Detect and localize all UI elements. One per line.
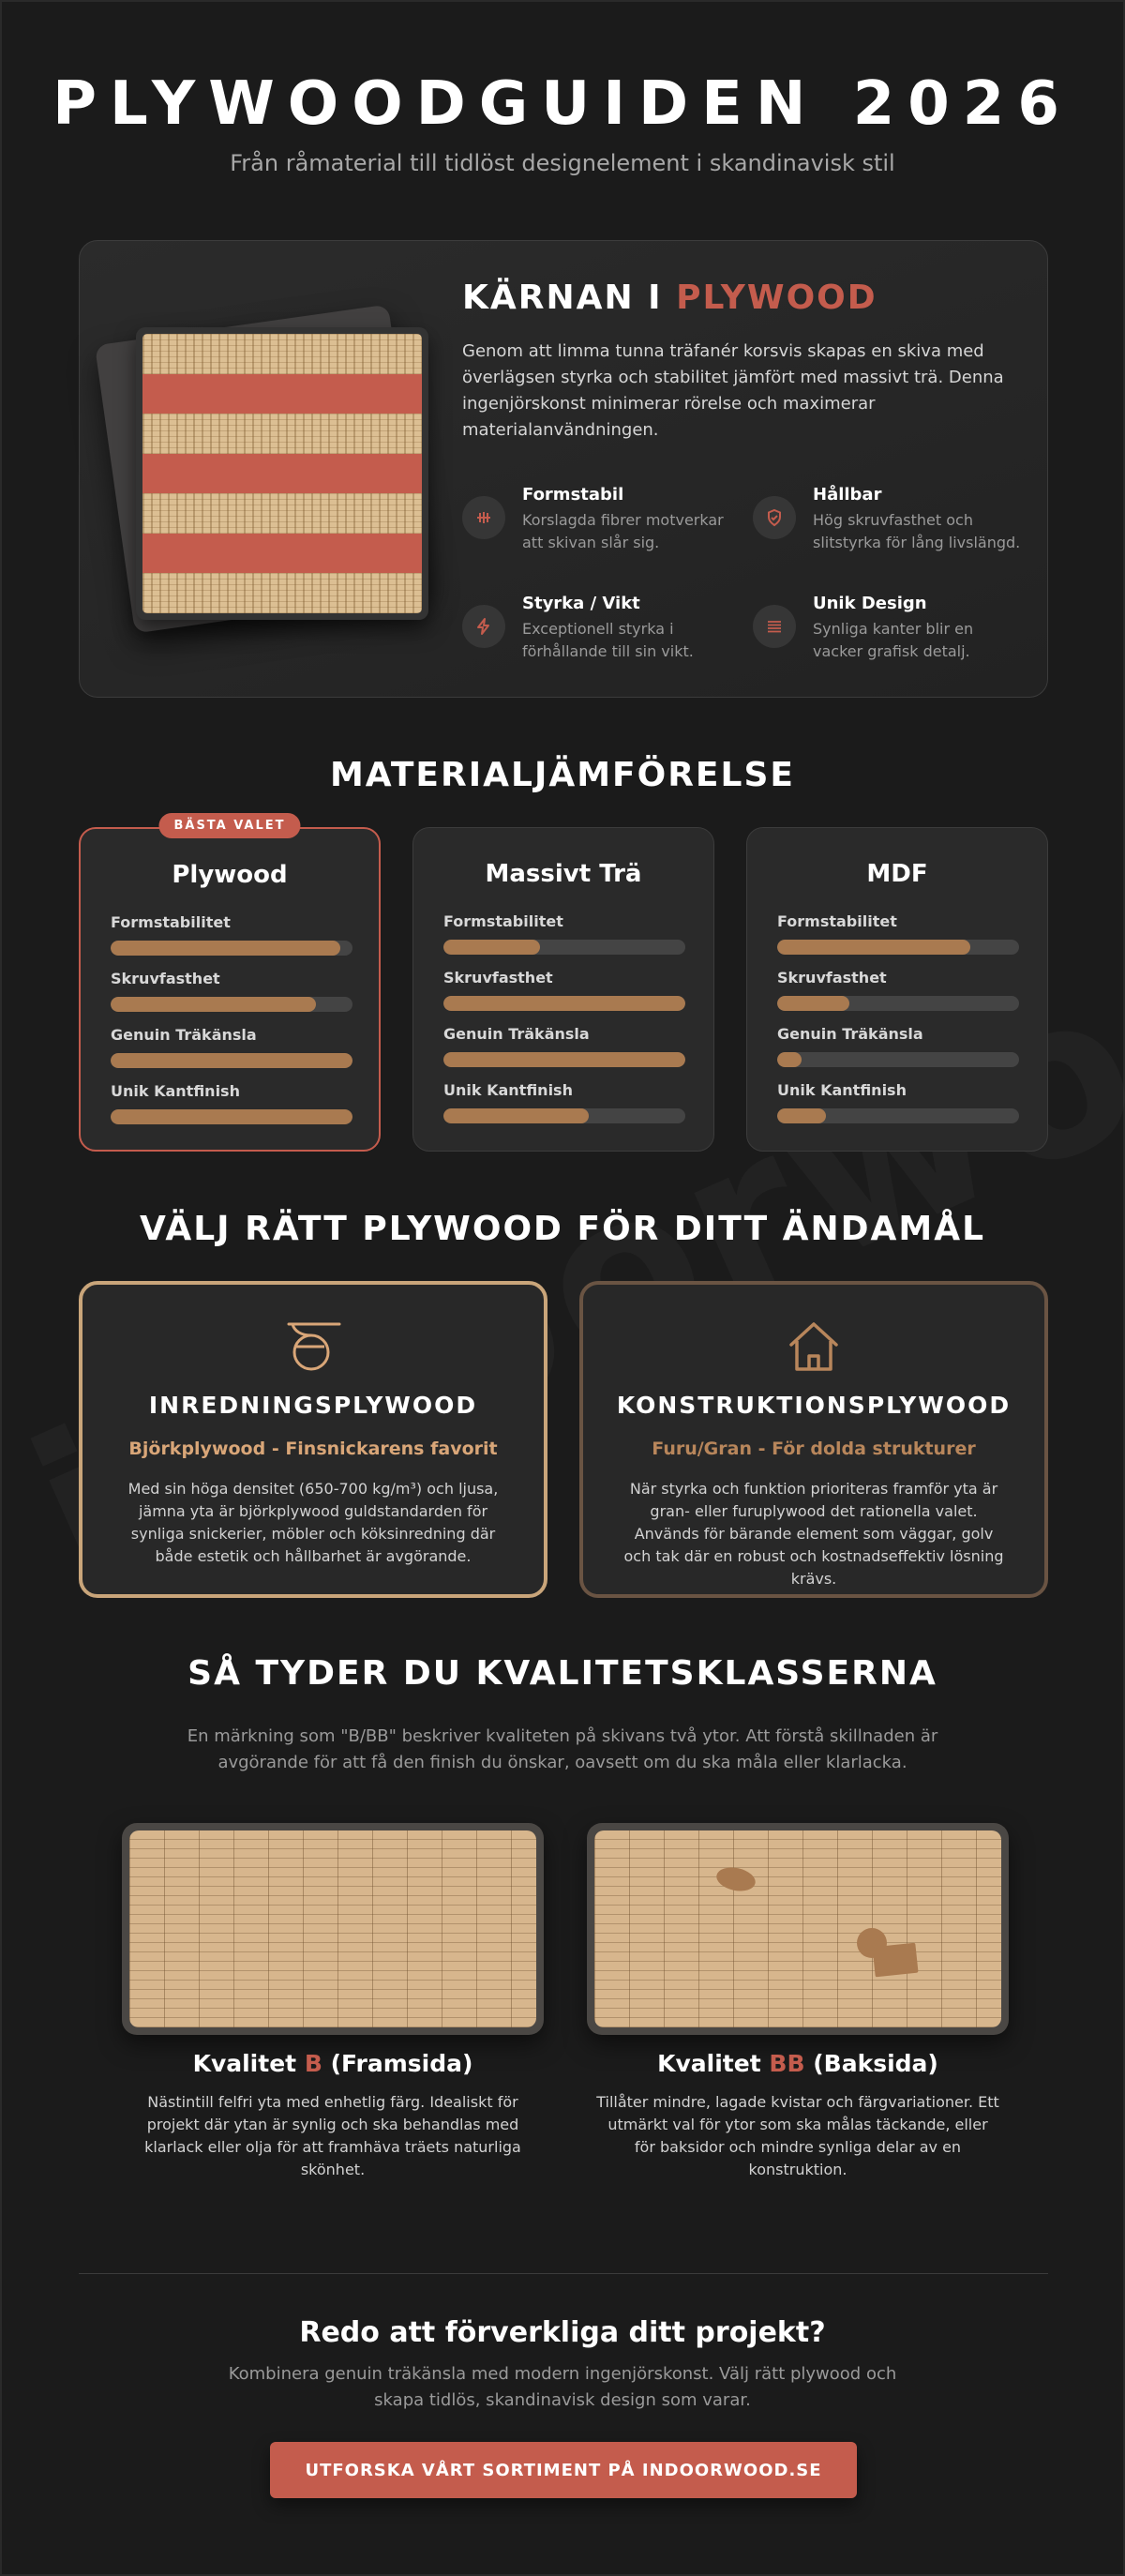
quality-grade: BB bbox=[769, 2050, 805, 2077]
metric bbox=[777, 969, 1019, 1011]
metric bbox=[111, 970, 352, 1012]
metric-bar-fill bbox=[443, 996, 685, 1011]
veneer-layer bbox=[142, 414, 422, 454]
layers-icon bbox=[753, 605, 796, 648]
feature-text: Hög skruvfasthet och slitstyrka för lång livslängd. bbox=[813, 511, 1021, 551]
comparison-title: MATERIALJÄMFÖRELSE bbox=[329, 756, 795, 794]
metric-bar-fill bbox=[111, 941, 340, 956]
page-title: PLYWOODGUIDEN 2026 bbox=[52, 69, 1072, 139]
metric-bar-fill bbox=[443, 1052, 685, 1067]
quality-bb-board bbox=[587, 1823, 1009, 2035]
material-name: Plywood bbox=[172, 861, 288, 889]
usage-card-subtitle: Furu/Gran - För dolda strukturer bbox=[652, 1439, 976, 1459]
metric-bar-track bbox=[777, 940, 1019, 955]
core-card bbox=[79, 240, 1048, 698]
usage-card-title: INREDNINGSPLYWOOD bbox=[148, 1392, 478, 1419]
metric-bar-fill bbox=[777, 996, 849, 1011]
material-card-plywood bbox=[79, 819, 381, 1152]
metric-label: Genuin Träkänsla bbox=[111, 1026, 257, 1044]
metric-bar-fill bbox=[777, 940, 970, 955]
metric bbox=[443, 912, 685, 955]
metric-label: Formstabilitet bbox=[111, 913, 231, 931]
metric-bar-track bbox=[443, 996, 685, 1011]
veneer-layer bbox=[142, 573, 422, 613]
metric bbox=[777, 912, 1019, 955]
quality-label: Kvalitet bbox=[192, 2050, 297, 2077]
explore-assortment-button[interactable]: UTFORSKA VÅRT SORTIMENT PÅ INDOORWOOD.SE bbox=[270, 2442, 857, 2498]
metric-bar-fill bbox=[443, 940, 540, 955]
repair-patch bbox=[872, 1943, 918, 1978]
metric-bar-track bbox=[777, 1108, 1019, 1123]
material-card-massivt-tra bbox=[412, 827, 714, 1152]
metric bbox=[443, 1081, 685, 1123]
metric bbox=[443, 1025, 685, 1067]
quality-bb-title bbox=[587, 2050, 1009, 2077]
usage-card-subtitle: Björkplywood - Finsnickarens favorit bbox=[128, 1439, 498, 1459]
feature-text: Exceptionell styrka i förhållande till sin vikt. bbox=[522, 620, 694, 660]
plywood-illustration bbox=[113, 312, 413, 622]
house-icon bbox=[784, 1318, 844, 1375]
metric-bar-track bbox=[443, 1108, 685, 1123]
veneer-surface-patched bbox=[594, 1830, 1001, 2027]
material-card-mdf bbox=[746, 827, 1048, 1152]
quality-intro: En märkning som "B/BB" beskriver kvaliteten på skivans två ytor. Att förstå skillnaden är avgörande för att få den finish du önskar, oavsett om du ska måla eller klarlacka. bbox=[187, 1726, 938, 1772]
metric-bar-track bbox=[443, 940, 685, 955]
metric-bar-track bbox=[777, 1052, 1019, 1067]
cross-layer bbox=[142, 374, 422, 414]
cabinet-icon bbox=[283, 1318, 343, 1375]
metric-label: Skruvfasthet bbox=[777, 969, 887, 987]
veneer-layer bbox=[142, 334, 422, 374]
metric-bar-track bbox=[111, 941, 352, 956]
metric-bar-track bbox=[111, 1109, 352, 1124]
metric-bar-track bbox=[777, 996, 1019, 1011]
metric-label: Genuin Träkänsla bbox=[777, 1025, 923, 1043]
metric-bar-fill bbox=[777, 1108, 826, 1123]
metric bbox=[777, 1025, 1019, 1067]
lightning-icon bbox=[462, 605, 505, 648]
cross-grain-icon bbox=[462, 496, 505, 539]
quality-b-text: Nästintill felfri yta med enhetlig färg. Idealiskt för projekt där ytan är synlig och ska behandlas med klarlack eller olja för att framhäva träets naturliga skönhet. bbox=[144, 2093, 521, 2178]
metric-bar-fill bbox=[111, 997, 316, 1012]
quality-b-board bbox=[122, 1823, 544, 2035]
material-name: MDF bbox=[866, 860, 928, 888]
feature-title: Formstabil bbox=[522, 485, 624, 505]
metric bbox=[111, 913, 352, 956]
metric-bar-track bbox=[111, 997, 352, 1012]
metric-label: Genuin Träkänsla bbox=[443, 1025, 590, 1043]
quality-side: (Framsida) bbox=[330, 2050, 473, 2077]
veneer-layer bbox=[142, 493, 422, 534]
metric-bar-fill bbox=[443, 1108, 589, 1123]
metric bbox=[111, 1082, 352, 1124]
quality-bb-text: Tillåter mindre, lagade kvistar och färgvariationer. Ett utmärkt val för ytor som ska målas täckande, eller för baksidor och mindre synliga delar av en konstruktion. bbox=[596, 2093, 999, 2178]
usage-title: VÄLJ RÄTT PLYWOOD FÖR DITT ÄNDAMÅL bbox=[139, 1210, 986, 1248]
usage-card-interior[interactable] bbox=[79, 1281, 548, 1598]
usage-card-text: Med sin höga densitet (650-700 kg/m³) och ljusa, jämna yta är björkplywood guldstandarden för synliga snickerier, möbler och köksinredning där både estetik och hållbarhet är avgörande. bbox=[128, 1480, 499, 1565]
metric-label: Unik Kantfinish bbox=[111, 1082, 240, 1100]
best-choice-badge: BÄSTA VALET bbox=[158, 813, 300, 838]
core-heading bbox=[462, 279, 878, 317]
usage-card-construction[interactable] bbox=[579, 1281, 1048, 1598]
core-heading-accent: PLYWOOD bbox=[676, 279, 878, 317]
metric-bar-track bbox=[443, 1052, 685, 1067]
metric-label: Formstabilitet bbox=[443, 912, 563, 930]
page-subtitle: Från råmaterial till tidlöst designelement i skandinavisk stil bbox=[230, 150, 895, 176]
veneer-surface-clean bbox=[129, 1830, 536, 2027]
usage-card-title: KONSTRUKTIONSPLYWOOD bbox=[616, 1392, 1012, 1419]
knot-patch bbox=[714, 1864, 758, 1894]
metric-bar-fill bbox=[777, 1052, 802, 1067]
cta-title: Redo att förverkliga ditt projekt? bbox=[299, 2316, 826, 2349]
quality-grade: B bbox=[304, 2050, 322, 2077]
cta-text: Kombinera genuin träkänsla med modern ingenjörskonst. Välj rätt plywood och skapa tidlös, skandinavisk design som varar. bbox=[228, 2364, 897, 2410]
metric-label: Unik Kantfinish bbox=[443, 1081, 573, 1099]
feature-title: Styrka / Vikt bbox=[522, 594, 640, 613]
metric-label: Skruvfasthet bbox=[443, 969, 553, 987]
material-name: Massivt Trä bbox=[485, 860, 642, 888]
metric-label: Unik Kantfinish bbox=[777, 1081, 907, 1099]
quality-b-title bbox=[122, 2050, 544, 2077]
metric-bar-track bbox=[111, 1053, 352, 1068]
plywood-board bbox=[136, 327, 428, 620]
cross-layer bbox=[142, 534, 422, 574]
core-heading-prefix: KÄRNAN I bbox=[462, 279, 663, 317]
quality-title: SÅ TYDER DU KVALITETSKLASSERNA bbox=[188, 1654, 938, 1693]
page bbox=[2, 2, 1123, 2574]
metric bbox=[777, 1081, 1019, 1123]
feature-title: Hållbar bbox=[813, 485, 882, 505]
metric-label: Skruvfasthet bbox=[111, 970, 220, 987]
shield-icon bbox=[753, 496, 796, 539]
feature-text: Korslagda fibrer motverkar att skivan slår sig. bbox=[522, 511, 724, 551]
metric-bar-fill bbox=[111, 1053, 352, 1068]
metric bbox=[443, 969, 685, 1011]
feature-title: Unik Design bbox=[813, 594, 927, 613]
metric bbox=[111, 1026, 352, 1068]
quality-label: Kvalitet bbox=[657, 2050, 761, 2077]
section-divider bbox=[79, 2273, 1048, 2274]
usage-card-text: När styrka och funktion prioriteras framför yta är gran- eller furuplywood det rationella valet. Används för bärande element som väggar, golv och tak där en robust och kostnadseffektiv lösning krävs. bbox=[623, 1480, 1004, 1588]
core-description: Genom att limma tunna träfanér korsvis skapas en skiva med överlägsen styrka och stabilitet jämfört med massivt trä. Denna ingenjörskonst minimerar rörelse och maximerar materialanvändningen. bbox=[462, 341, 1004, 440]
metric-label: Formstabilitet bbox=[777, 912, 897, 930]
feature-text: Synliga kanter blir en vacker grafisk detalj. bbox=[813, 620, 974, 660]
metric-bar-fill bbox=[111, 1109, 352, 1124]
cross-layer bbox=[142, 454, 422, 494]
quality-side: (Baksida) bbox=[813, 2050, 938, 2077]
